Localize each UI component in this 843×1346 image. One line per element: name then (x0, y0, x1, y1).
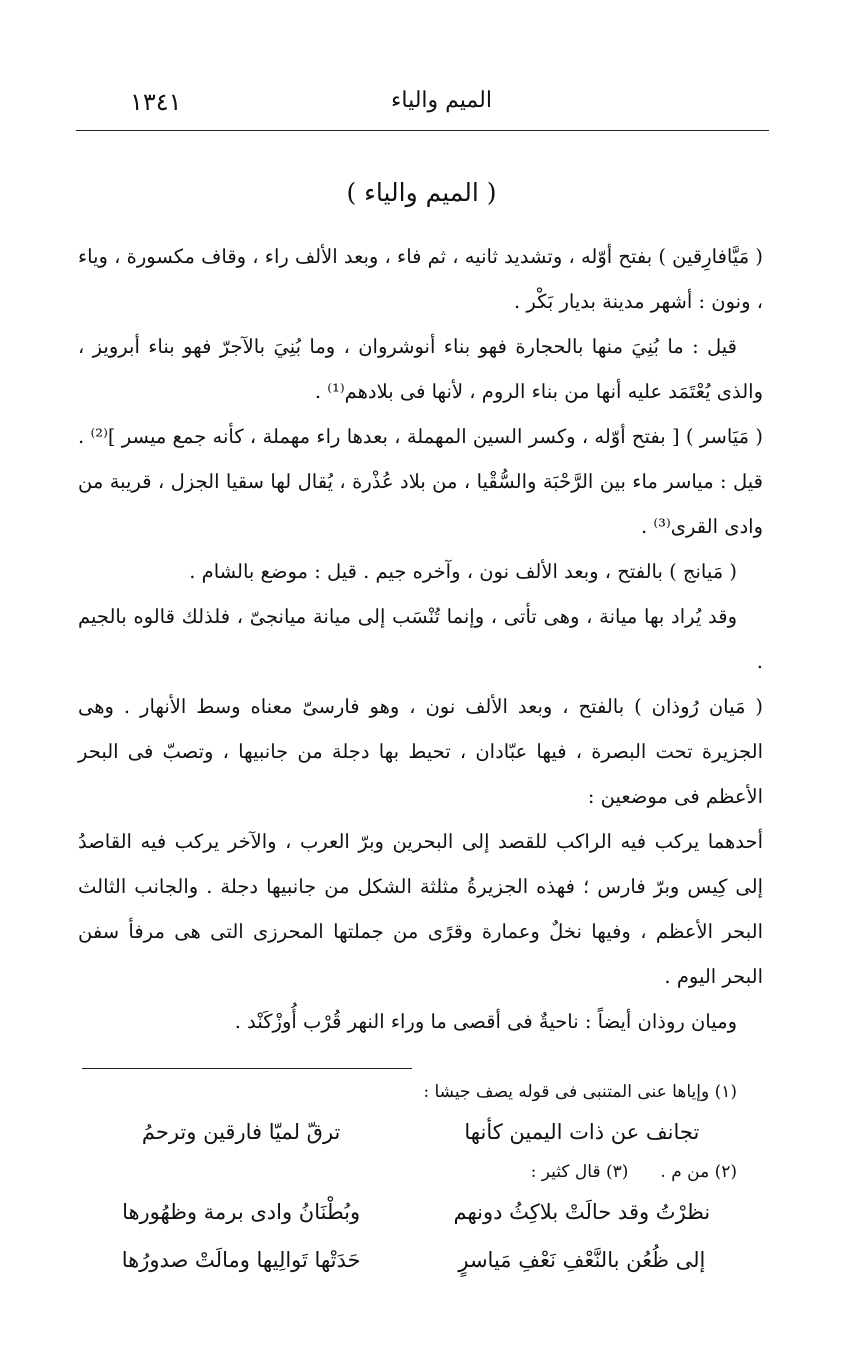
entry-mayasir: ( مَيَاسر ) [ بفتح أوّله ، وكسر السين المهملة ، بعدها راء مهملة ، كأنه جمع ميسر ]⁽²⁾ . قيل : مياسر ماء بين الرَّحْبَة والسُّقْيا ، من بلاد عُذْرة ، يُقال لها سقيا الجزل ، قريبة من وادى القرى⁽³⁾ . (78, 425, 763, 538)
footnotes-2-3 (96, 1156, 755, 1188)
verse-line (96, 1108, 755, 1156)
footnotes (96, 1076, 755, 1284)
entry-mayyafariqin: ( مَيَّافارِقين ) بفتح أوّله ، وتشديد ثانيه ، ثم فاء ، وبعد الألف راء ، وقاف مكسورة ، وياء ، ونون : أشهر مدينة بديار بَكْر . (78, 245, 763, 313)
paragraph: وميان روذان أيضاً : ناحيةٌ فى أقصى ما وراء النهر قُرْب أُوزْكَنْد . (234, 1010, 737, 1033)
footnote-rule (82, 1068, 412, 1069)
verse-second-hemistich: وبُطْنَانُ وادى برمة وظهُورها (122, 1200, 361, 1224)
verse-second-hemistich: حَدَتْها تَوالِيها ومالَتْ صدورُها (121, 1248, 361, 1272)
verse-first-hemistich: نظرْتُ وقد حالَتْ بلاكِثُ دونهم (453, 1200, 711, 1224)
paragraph: وقد يُراد بها ميانة ، وهى تأتى ، وإنما تُنْسَب إلى ميانة ميانجىّ ، فلذلك قالوه بالجيم . (78, 605, 763, 673)
running-header (118, 88, 765, 128)
footnote-3: (٣) قال كثير : (530, 1162, 629, 1182)
footnote-1: (١) وإياها عنى المتنبى فى قوله يصف جيشا : (423, 1082, 737, 1102)
verse-line (96, 1188, 755, 1236)
verse-line (96, 1236, 755, 1284)
verse-first-hemistich: تجانف عن ذات اليمين كأنها (464, 1120, 700, 1144)
section-title: ( الميم والياء ) (346, 178, 497, 207)
paragraph: قيل : ما بُنِيَ منها بالحجارة فهو بناء أنوشروان ، وما بُنِيَ بالآجرّ فهو بناء أبرويز ، والذى يُعْتَمَد عليه أنها من بناء الروم ، لأنها فى بلادهم⁽¹⁾ . (78, 335, 763, 403)
entry-mayan-rudhan: ( مَيان رُوذان ) بالفتح ، وبعد الألف نون ، وهو فارسىّ معناه وسط الأنهار . وهى الجزيرة تحت البصرة ، فيها عبّادان ، تحيط بها دجلة من جانبيها ، وتصبّ فى البحر الأعظم فى موضعين : (78, 695, 763, 808)
verse-second-hemistich: ترقّ لميّا فارقين وترحمُ (141, 1120, 341, 1144)
header-rule (76, 130, 769, 131)
paragraph: أحدهما يركب فيه الراكب للقصد إلى البحرين وبرّ العرب ، والآخر يركب فيه القاصدُ إلى كِيس وبرّ فارس ؛ فهذه الجزيرةُ مثلثة الشكل من جانبيها دجلة . والجانب الثالث البحر الأعظم ، وفيها نخلٌ وعمارة وقرًى من جملتها المحرزى التى هى مرفأ سفن البحر اليوم . (78, 830, 763, 988)
page-number: ١٣٤١ (130, 88, 182, 116)
verse-first-hemistich: إلى ظُعُن بالنَّعْفِ نَعْفِ مَياسرٍ (458, 1248, 706, 1272)
footnote-2: (٢) من م . (660, 1162, 737, 1182)
running-title: الميم والياء (391, 88, 492, 113)
body-text (78, 234, 763, 1044)
entry-mayanij: ( مَيانج ) بالفتح ، وبعد الألف نون ، وآخره جيم . قيل : موضع بالشام . (189, 560, 737, 583)
